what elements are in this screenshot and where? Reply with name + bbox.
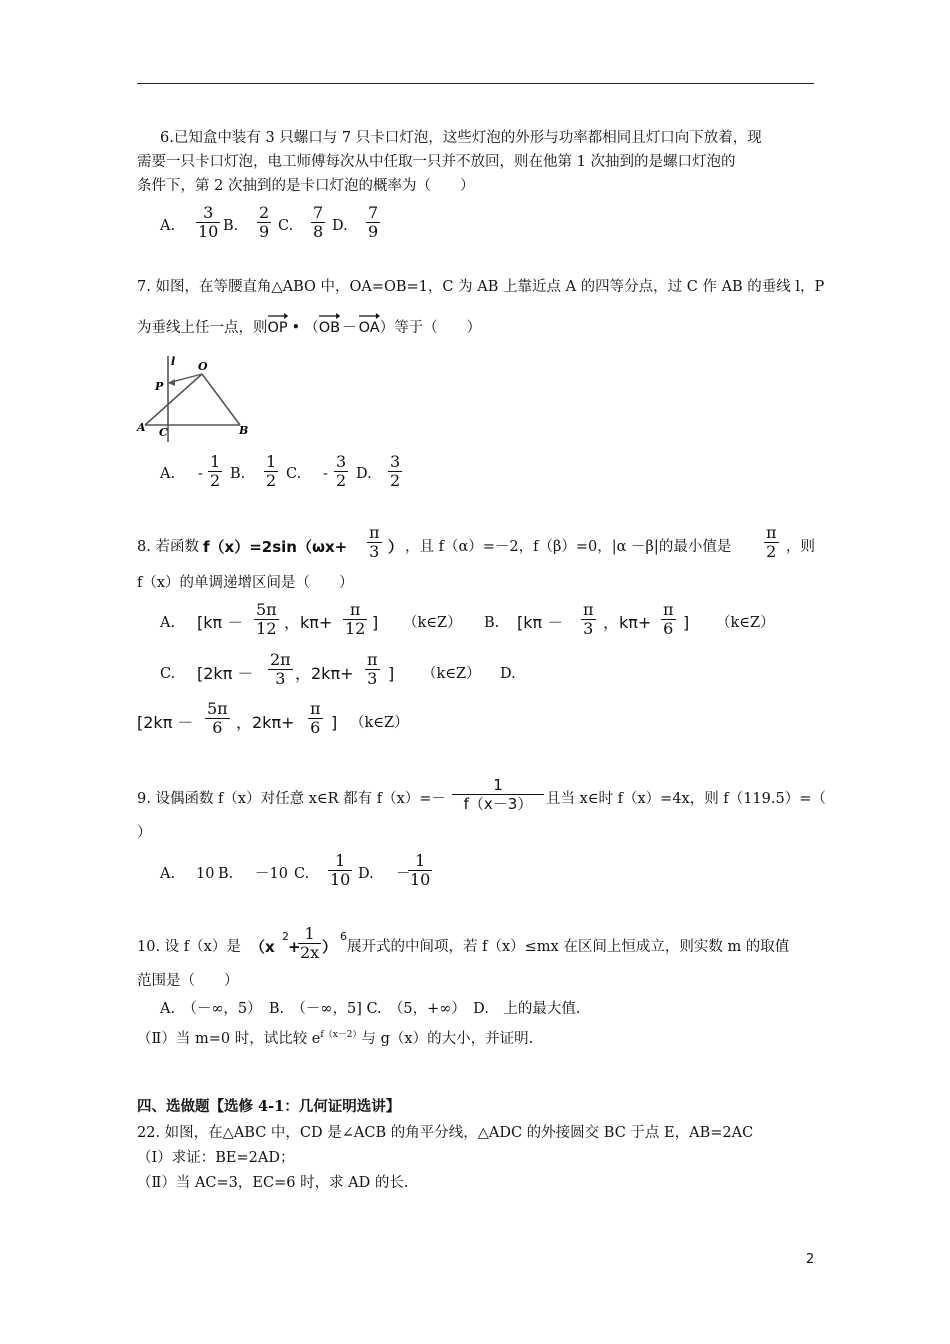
q7-line1: 7. 如图，在等腰直角△ABO 中，OA=OB=1，C 为 AB 上靠近点 A 的四等分点，过 C 作 AB 的垂线 l，P [137,279,825,295]
rparen: ） [379,320,395,336]
q8-min-frac [764,524,779,561]
q6-option-a[interactable] [196,204,220,241]
q8-d-n2: π [310,699,321,718]
q9-c-num: 1 [335,851,346,870]
q8-b-d2: 6 [663,619,674,638]
q9-option-d-label: D. [358,866,374,882]
q7-option-b[interactable] [264,453,278,490]
fig-label-b: B [239,424,249,437]
q8-b-n2: π [663,600,674,619]
q8-b-part2: ，kπ+ [603,613,652,632]
q8-d-domain: （k∈Z） [350,715,409,731]
q6-a-den: 10 [198,222,219,241]
q6-line1: 6.已知盒中装有 3 只螺口与 7 只卡口灯泡，这些灯泡的外形与功率都相同且灯口向下放着，现 [160,130,762,146]
q6-option-b[interactable] [257,204,271,241]
q10-part2-sup: f（x－2） [320,1030,362,1040]
q6-a-num: 3 [203,203,214,222]
q22-stem: 22. 如图，在△ABC 中，CD 是∠ACB 的角平分线，△ADC 的外接圆交 BC 于点 E，AB=2AC [137,1125,754,1141]
q7-option-a[interactable] [208,453,222,490]
q22-part1: （Ⅰ）求证：BE=2AD； [137,1150,295,1166]
q7-option-c-label: C. [286,466,302,482]
q7-c-sign: - [323,466,328,482]
q8-a-d1: 12 [256,619,277,638]
q8-func: f（x）=2sin（ωx+ [203,538,348,556]
q6-option-c-label: C. [278,218,294,234]
q8-b-part3: ] [683,613,690,632]
q10-e-den: 2x [300,943,320,962]
q8-c-d1: 3 [275,669,286,688]
q6-b-den: 9 [259,222,270,241]
q10-e-num: 1 [304,924,315,943]
q9-c-den: 10 [330,870,351,889]
q6-c-den: 8 [313,222,324,241]
q10-expr-left: （x [250,938,275,956]
q10-line1-lead: 10. 设 f（x）是 [137,939,241,955]
q6-option-a-label: A. [160,218,176,234]
q8-option-b-label: B. [484,615,500,631]
q6-line3: 条件下，第 2 次抽到的是卡口灯泡的概率为（ ） [137,178,475,194]
vector-op [268,313,288,339]
q7-option-c[interactable] [334,453,348,490]
q7-a-den: 2 [210,471,221,490]
vector-oa [359,313,380,339]
q7-d-den: 2 [390,471,401,490]
q8-a-part1: [kπ － [197,613,244,632]
q8-option-d-label: D. [500,666,516,682]
q6-d-num: 7 [368,203,379,222]
q7-b-num: 1 [266,452,277,471]
q8-a-part2: ，kπ+ [284,613,333,632]
q9-d-sign: － [396,866,411,882]
q8-d-part2: ，2kπ+ [236,713,295,732]
dot-op: • [291,320,301,336]
q9-d-num: 1 [415,851,426,870]
q10-line2: 范围是（ ） [137,973,239,989]
q7-line2-tail: 等于（ ） [394,320,482,336]
q8-b-n1: π [583,600,594,619]
q7-figure [135,352,260,444]
q8-a-n2: π [349,600,361,619]
section-heading: 四、选做题【选修 4-1：几何证明选讲】 [137,1098,401,1115]
q8-m-den: 2 [766,542,777,561]
q8-a-frac2 [343,601,367,638]
q10-part2-lead: （Ⅱ）当 m=0 时，试比较 e [137,1030,321,1047]
q8-c-frac1 [268,651,293,688]
page-number: 2 [806,1252,815,1267]
q9-option-d[interactable] [408,852,432,889]
q6-option-d-label: D. [332,218,348,234]
q6-d-den: 9 [368,222,379,241]
q8-func-frac [367,524,382,561]
q8-f-num: π [369,523,380,542]
q7-line2 [137,313,481,339]
q9-frac [452,776,544,813]
q9-option-a[interactable]: 10 [196,866,215,882]
q10-part2 [137,1024,533,1050]
vec-oa-text: OA [358,320,380,336]
q8-f-den: 3 [369,542,380,561]
q8-option-c-label: C. [160,666,176,682]
q10-part2-tail: 与 g（x）的大小，并证明. [361,1030,534,1047]
q10-line1-tail: 展开式的中间项，若 f（x）≤mx 在区间上恒成立，则实数 m 的取值 [347,939,790,955]
q8-lead: 8. 若函数 [137,539,199,555]
q8-d-d2: 6 [310,718,321,737]
header-rule [137,83,814,84]
q7-option-d-label: D. [356,466,372,482]
q10-expr-plus: + [288,938,301,956]
minus-op: － [342,320,357,336]
q8-b-d1: 3 [583,619,594,638]
fig-label-l: l [171,355,176,368]
q7-b-den: 2 [266,471,277,490]
q8-cond-end: ，则 [786,539,815,555]
triangle-diagram [135,352,260,444]
q7-a-sign: - [198,466,203,482]
q9-f-den: f（x－3） [463,795,533,813]
q9-d-den: 10 [410,870,431,889]
q10-expr-pow: 6 [340,930,347,943]
q8-b-frac1 [581,601,596,638]
q10-options[interactable]: A. （－∞，5） B. （－∞，5] C. （5，+∞） D. 上的最大值. [160,1001,581,1017]
q8-b-domain: （k∈Z） [716,615,775,631]
q6-option-d[interactable] [366,204,380,241]
q6-option-b-label: B. [223,218,239,234]
q7-option-a-label: A. [160,466,176,482]
q8-c-domain: （k∈Z） [422,666,481,682]
q7-d-num: 3 [390,452,401,471]
q8-line2: f（x）的单调递增区间是（ ） [137,575,354,591]
q9-line1-lead: 9. 设偶函数 f（x）对任意 x∈R 都有 f（x）=－ [137,791,446,807]
q8-c-frac2 [365,651,380,688]
q8-d-frac2 [308,700,323,737]
q8-b-frac2 [661,601,676,638]
vec-op-text: OP [267,320,288,336]
q8-c-n1: 2π [270,650,291,669]
q6-line2: 需要一只卡口灯泡，电工师傅每次从中任取一只并不放回，则在他第 1 次抽到的是螺口灯泡的 [137,154,736,170]
q8-c-d2: 3 [367,669,378,688]
q8-d-part3: ] [331,713,338,732]
q8-c-part3: ] [388,664,395,683]
lparen: （ [304,320,319,336]
q8-a-d2: 12 [345,619,366,638]
q8-c-n2: π [367,650,378,669]
q8-d-frac1 [205,700,230,737]
q8-condition: ，且 f（α）=－2，f（β）=0，|α －β|的最小值是 [405,539,732,555]
q9-option-c[interactable] [328,852,352,889]
q9-option-c-label: C. [294,866,310,882]
q7-a-num: 1 [210,452,221,471]
q8-d-n1: 5π [207,699,228,718]
q10-expr-frac [298,925,321,962]
q6-c-num: 7 [313,203,324,222]
q9-f-num: 1 [493,776,503,794]
q8-a-frac1 [254,601,279,638]
vector-arrow-icon [268,313,288,319]
q10-expr-sup: 2 [282,930,289,943]
fig-label-p: P [155,380,164,393]
q8-c-part2: ，2kπ+ [295,664,354,683]
q9-option-a-label: A. [160,866,176,882]
q9-option-b[interactable]: －10 [255,866,288,882]
q8-option-a-label: A. [160,615,176,631]
fig-label-o: O [198,360,208,373]
q7-option-d[interactable] [388,453,402,490]
q9-line1-tail: 且当 x∈时 f（x）=4x，则 f（119.5）=（ [546,791,826,807]
q8-d-d1: 6 [212,718,223,737]
q7-option-b-label: B. [230,466,246,482]
q8-b-part1: [kπ － [517,613,564,632]
q22-part2: （Ⅱ）当 AC=3，EC=6 时，求 AD 的长. [137,1175,409,1191]
vector-arrow-icon [359,313,380,319]
q8-func-close: ） [388,538,404,556]
q6-b-num: 2 [259,203,270,222]
q7-line2-lead: 为垂线上任一点，则 [137,320,268,336]
q9-line2: ） [137,825,152,841]
q8-c-part1: [2kπ － [197,664,254,683]
q7-c-num: 3 [336,452,347,471]
q8-d-part1: [2kπ － [137,713,194,732]
fig-label-c: C [159,426,168,439]
q8-a-domain: （k∈Z） [403,615,462,631]
vector-arrow-icon [319,313,340,319]
vec-ob-text: OB [318,320,341,336]
q6-option-c[interactable] [311,204,325,241]
q9-option-b-label: B. [218,866,234,882]
q7-c-den: 2 [336,471,347,490]
fig-label-a: A [137,421,146,434]
vector-ob [319,313,340,339]
q10-expr-right: ） [322,938,338,956]
q8-m-num: π [766,523,777,542]
q8-a-n1: 5π [256,600,277,619]
q8-a-part3: ] [372,613,379,632]
